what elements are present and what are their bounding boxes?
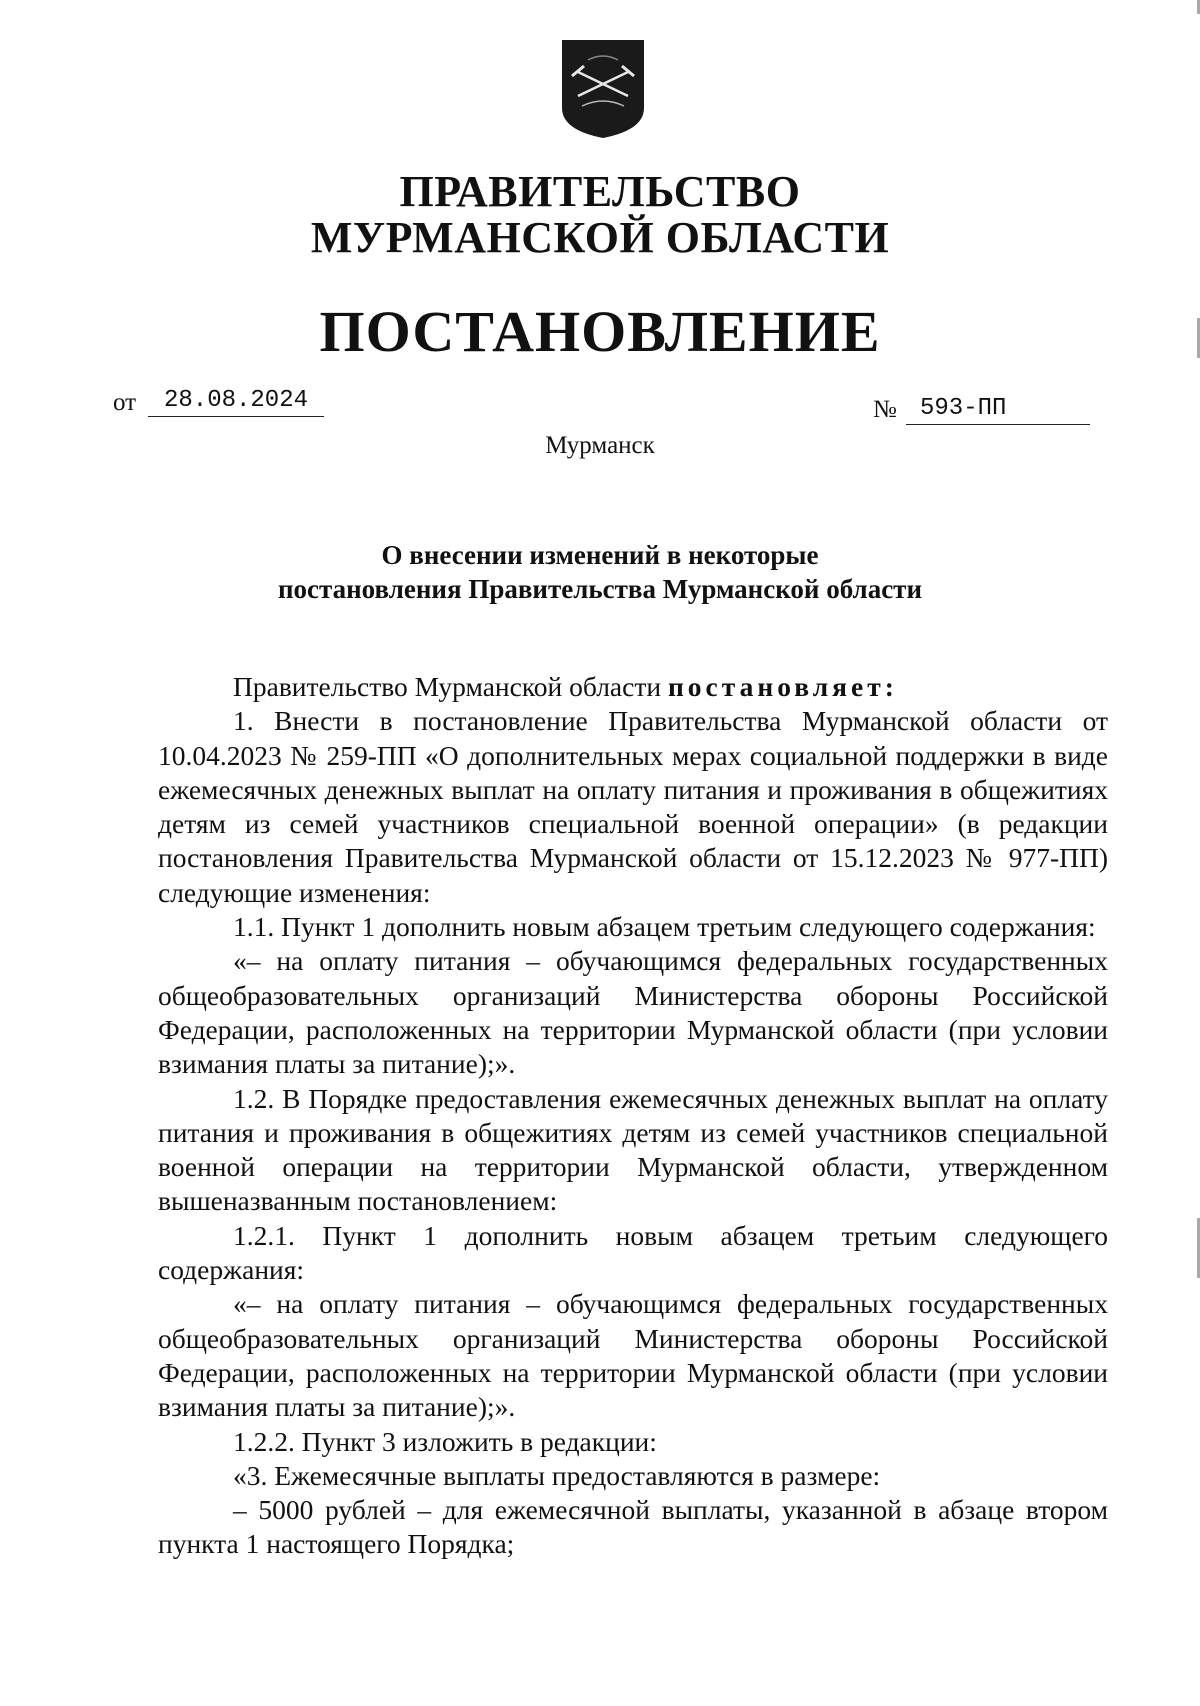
resolves-word: постановляет: [667,671,898,702]
quote-1: «– на оплату питания – обучающимся федеральных государственных общеобразовательных организаций Министерства обороны Российской Федерации, расположенных на территории Мурманской области (при условии взимания платы за питание);». [158,945,1108,1080]
paragraph-1-2-1: 1.2.1. Пункт 1 дополнить новым абзацем третьим следующего содержания: [158,1219,1108,1286]
document-date: 28.08.2024 [148,386,324,417]
paragraph-3-1: – 5000 рублей – для ежемесячной выплаты, указанной в абзаце втором пункта 1 настоящего Порядка; [158,1494,1108,1560]
paragraph-3: «3. Ежемесячные выплаты предоставляются в размере: [233,1459,881,1491]
coat-of-arms-emblem [560,38,646,140]
paragraph-1: 1. Внести в постановление Правительства Мурманской области от 10.04.2023 № 259-ПП «О дополнительных мерах социальной поддержки в виде ежемесячных денежных выплат на оплату питания и проживания в общежитиях детям из семей участников специальной военной операции» (в редакции постановления Правительства Мурманской области от 15.12.2023 № 977-ПП) следующие изменения: [158,705,1108,908]
quote-2: «– на оплату питания – обучающимся федеральных государственных общеобразовательных организаций Министерства обороны Российской Федерации, расположенных на территории Мурманской области (при условии взимания платы за питание);». [158,1288,1108,1423]
paragraph-1-2: 1.2. В Порядке предоставления ежемесячных денежных выплат на оплату питания и проживания в общежитиях детям из семей участников специальной военной операции на территории Мурманской области, утвержденном вышеназванным постановлением: [158,1082,1108,1217]
organization-name-line2: МУРМАНСКОЙ ОБЛАСТИ [310,213,890,262]
paragraph-1-2-2: 1.2.2. Пункт 3 изложить в редакции: [233,1425,657,1457]
document-body [158,670,1108,1562]
intro-text: Правительство Мурманской области [233,671,668,702]
date-prefix: от [113,389,137,416]
document-number: 593-ПП [906,394,1090,425]
organization-name-line1: ПРАВИТЕЛЬСТВО [399,167,801,216]
intro-paragraph [158,670,1108,704]
subject-line2: постановления Правительства Мурманской области [277,574,923,604]
document-type: ПОСТАНОВЛЕНИЕ [319,299,881,364]
subject-line1: О внесении изменений в некоторые [381,540,819,570]
paragraph-1-1: 1.1. Пункт 1 дополнить новым абзацем третьим следующего содержания: [233,911,1096,943]
city: Мурманск [545,432,655,459]
number-prefix: № [873,396,897,423]
